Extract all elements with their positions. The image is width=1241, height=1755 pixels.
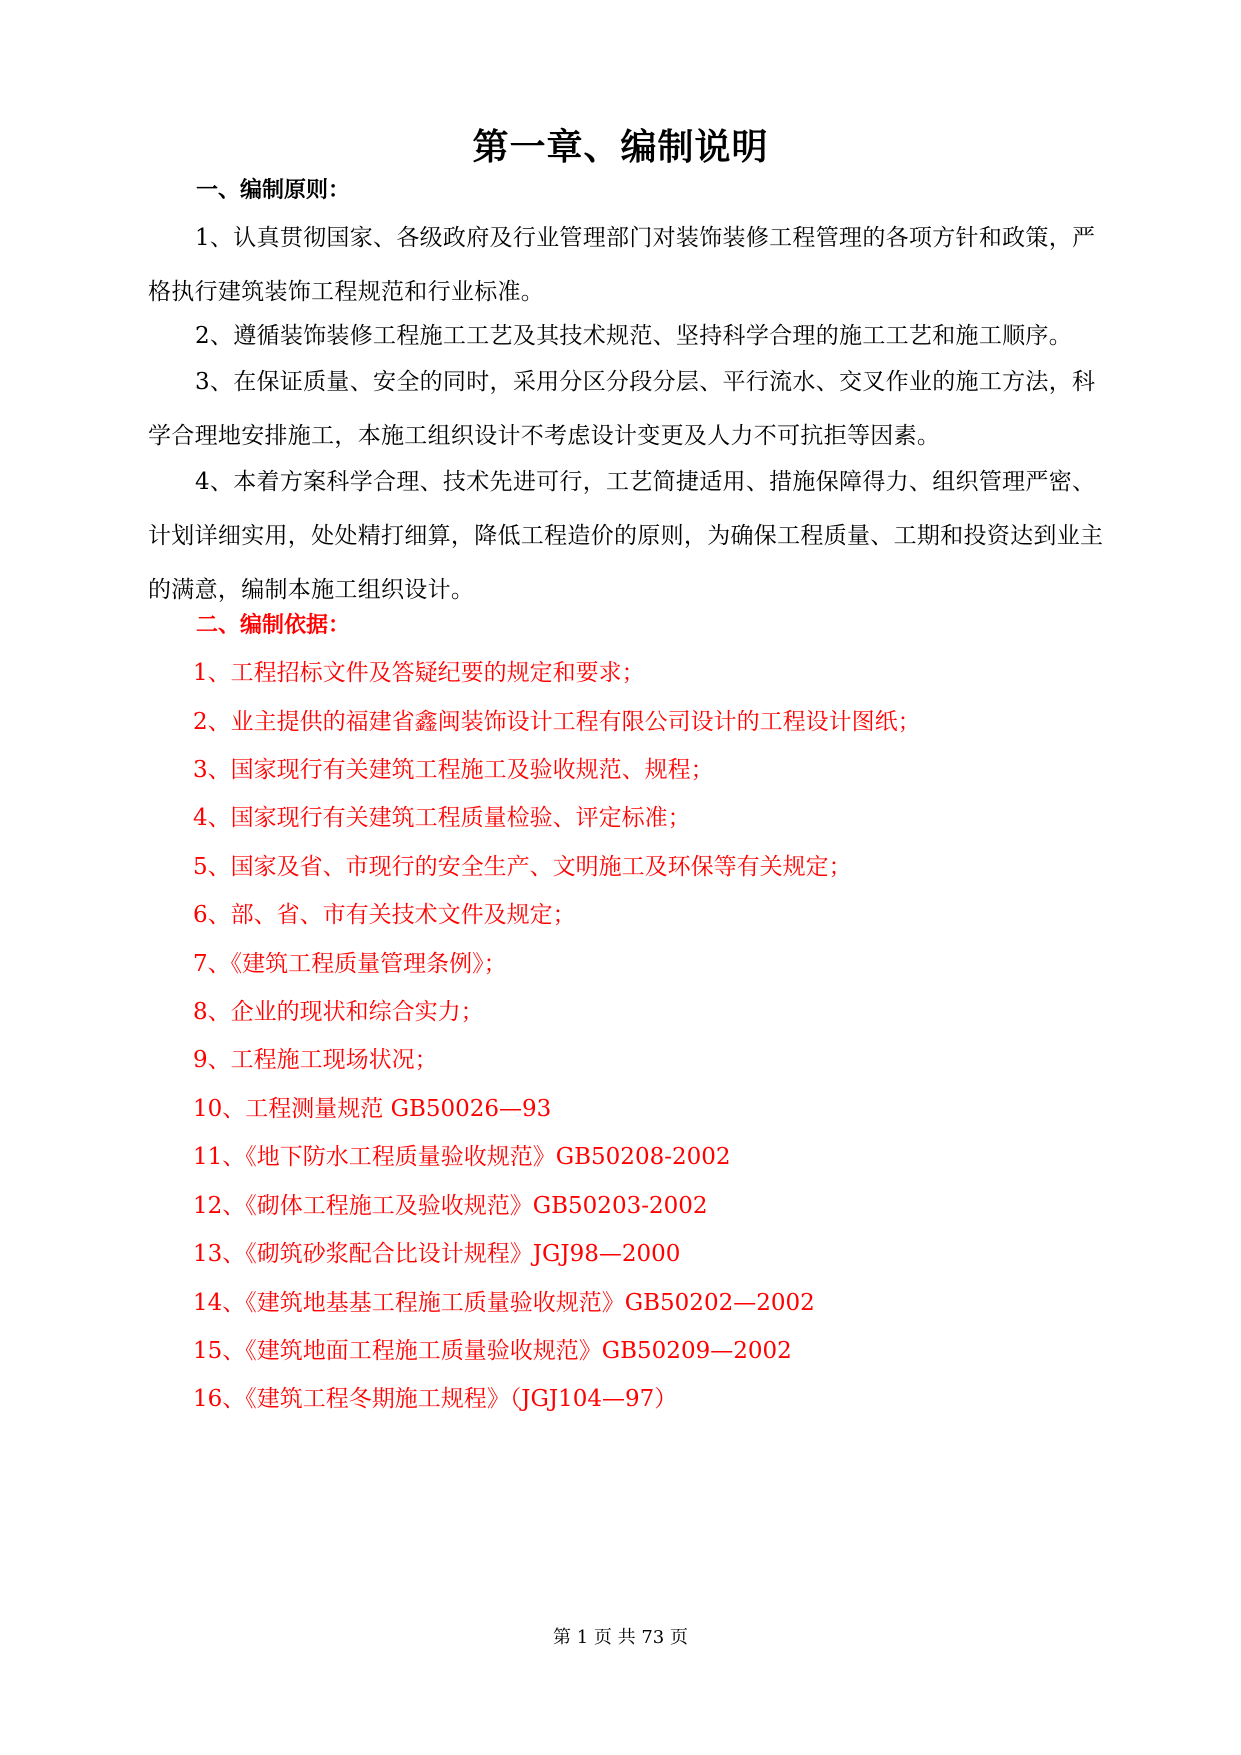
basis-list-item: 4、国家现行有关建筑工程质量检验、评定标准； <box>193 805 691 831</box>
basis-list-item: 7、《建筑工程质量管理条例》； <box>193 951 507 977</box>
basis-list-item: 16、《建筑工程冬期施工规程》（JGJ104—97） <box>193 1386 678 1412</box>
section-heading-basis: 二、编制依据： <box>196 613 351 638</box>
principle-paragraph: 2、遵循装饰装修工程施工工艺及其技术规范、坚持科学合理的施工工艺和施工顺序。 <box>195 323 1073 349</box>
page-number-footer: 第 1 页 共 73 页 <box>553 1627 688 1648</box>
basis-list-item: 6、部、省、市有关技术文件及规定； <box>193 902 576 928</box>
basis-list-item: 15、《建筑地面工程施工质量验收规范》GB50209—2002 <box>193 1338 792 1364</box>
principle-paragraph: 1、认真贯彻国家、各级政府及行业管理部门对装饰装修工程管理的各项方针和政策，严格执行建筑装饰工程规范和行业标准。 <box>148 225 1096 305</box>
basis-list-item: 10、工程测量规范 GB50026—93 <box>193 1096 552 1122</box>
chapter-title: 第一章、编制说明 <box>472 127 769 168</box>
principle-paragraph: 4、本着方案科学合理、技术先进可行，工艺简捷适用、措施保障得力、组织管理严密、计划详细实用，处处精打细算，降低工程造价的原则，为确保工程质量、工期和投资达到业主的满意，编制本施工组织设计。 <box>148 469 1104 603</box>
section-heading-principles: 一、编制原则： <box>196 178 351 203</box>
basis-list-item: 1、工程招标文件及答疑纪要的规定和要求； <box>193 660 645 686</box>
basis-list-item: 13、《砌筑砂浆配合比设计规程》JGJ98—2000 <box>193 1241 681 1267</box>
principle-paragraph: 3、在保证质量、安全的同时，采用分区分段分层、平行流水、交叉作业的施工方法，科学合理地安排施工，本施工组织设计不考虑设计变更及人力不可抗拒等因素。 <box>148 369 1096 449</box>
basis-list-item: 11、《地下防水工程质量验收规范》GB50208-2002 <box>193 1144 731 1170</box>
basis-list-item: 5、国家及省、市现行的安全生产、文明施工及环保等有关规定； <box>193 854 852 880</box>
basis-list-item: 9、工程施工现场状况； <box>193 1047 438 1073</box>
basis-list-item: 3、国家现行有关建筑工程施工及验收规范、规程； <box>193 757 714 783</box>
basis-list-item: 14、《建筑地基基工程施工质量验收规范》GB50202—2002 <box>193 1290 815 1316</box>
basis-list-item: 8、企业的现状和综合实力； <box>193 999 484 1025</box>
basis-list-item: 2、业主提供的福建省鑫闽装饰设计工程有限公司设计的工程设计图纸； <box>193 709 921 735</box>
basis-list-item: 12、《砌体工程施工及验收规范》GB50203-2002 <box>193 1193 708 1219</box>
